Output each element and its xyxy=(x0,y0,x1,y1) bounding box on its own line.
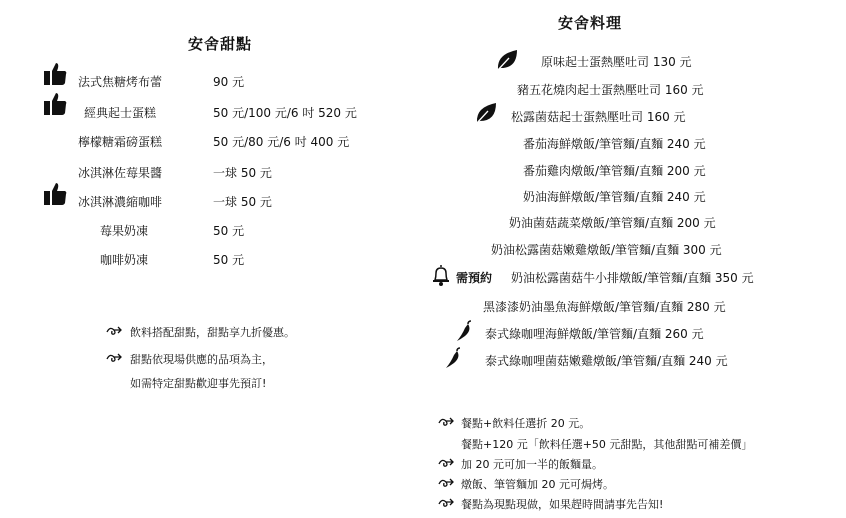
dessert-item-name: 法式焦糖烤布蕾 xyxy=(78,75,163,89)
cuisine-item: 原味起士蛋熱壓吐司 130 元 xyxy=(541,55,692,69)
cuisine-item: 豬五花燒肉起士蛋熱壓吐司 160 元 xyxy=(517,83,704,97)
dessert-item-name: 冰淇淋濃縮咖啡 xyxy=(78,195,163,209)
swirl-bullet-icon xyxy=(438,478,454,488)
cuisine-title: 安舍料理 xyxy=(558,14,623,32)
dessert-note: 飲料搭配甜點，甜點享九折優惠。 xyxy=(130,326,295,339)
dessert-item-name: 經典起士蛋糕 xyxy=(84,106,157,120)
dessert-item-name: 莓果奶凍 xyxy=(100,224,149,238)
cuisine-note: 加 20 元可加一半的飯麵量。 xyxy=(461,458,603,471)
swirl-bullet-icon xyxy=(106,353,122,363)
cuisine-item: 松露菌菇起士蛋熱壓吐司 160 元 xyxy=(511,110,686,124)
dessert-item-price: 50 元 xyxy=(213,253,245,267)
thumbs-up-icon xyxy=(43,92,67,116)
thumbs-up-icon xyxy=(43,62,67,86)
cuisine-item: 奶油松露菌菇嫩雞燉飯/筆管麵/直麵 300 元 xyxy=(491,243,722,257)
dessert-note: 如需特定甜點歡迎事先預訂! xyxy=(130,377,267,390)
dessert-item-price: 一球 50 元 xyxy=(213,195,272,209)
cuisine-item: 奶油松露菌菇牛小排燉飯/筆管麵/直麵 350 元 xyxy=(511,271,754,285)
swirl-bullet-icon xyxy=(438,417,454,427)
chili-pepper-icon xyxy=(456,320,474,342)
dessert-note: 甜點依現場供應的品項為主， xyxy=(130,353,273,366)
cuisine-note: 餐點+120 元「飲料任選+50 元甜點，其他甜點可補差價」 xyxy=(461,438,753,451)
leaf-icon xyxy=(474,101,498,125)
dessert-item-price: 50 元 xyxy=(213,224,245,238)
bell-icon xyxy=(431,264,451,286)
dessert-item-price: 50 元/100 元/6 吋 520 元 xyxy=(213,106,357,120)
cuisine-item: 番茄海鮮燉飯/筆管麵/直麵 240 元 xyxy=(523,137,706,151)
cuisine-item: 奶油菌菇蔬菜燉飯/筆管麵/直麵 200 元 xyxy=(509,216,716,230)
dessert-item-price: 90 元 xyxy=(213,75,245,89)
leaf-icon xyxy=(495,48,519,72)
cuisine-note: 餐點為現點現做，如果趕時間請事先告知! xyxy=(461,498,664,511)
dessert-item-name: 冰淇淋佐莓果醬 xyxy=(78,166,163,180)
reservation-tag: 需預約 xyxy=(456,271,493,285)
cuisine-item: 番茄雞肉燉飯/筆管麵/直麵 200 元 xyxy=(523,164,706,178)
cuisine-item: 泰式綠咖哩海鮮燉飯/筆管麵/直麵 260 元 xyxy=(485,327,704,341)
swirl-bullet-icon xyxy=(438,498,454,508)
chili-pepper-icon xyxy=(445,347,463,369)
dessert-item-price: 50 元/80 元/6 吋 400 元 xyxy=(213,135,350,149)
dessert-item-name: 檸檬糖霜磅蛋糕 xyxy=(78,135,163,149)
swirl-bullet-icon xyxy=(106,326,122,336)
dessert-item-name: 咖啡奶凍 xyxy=(100,253,149,267)
thumbs-up-icon xyxy=(43,182,67,206)
cuisine-note: 燉飯、筆管麵加 20 元可焗烤。 xyxy=(461,478,614,491)
cuisine-item: 黑漆漆奶油墨魚海鮮燉飯/筆管麵/直麵 280 元 xyxy=(483,300,726,314)
swirl-bullet-icon xyxy=(438,458,454,468)
cuisine-item: 奶油海鮮燉飯/筆管麵/直麵 240 元 xyxy=(523,190,706,204)
cuisine-item: 泰式綠咖哩菌菇嫩雞燉飯/筆管麵/直麵 240 元 xyxy=(485,354,728,368)
cuisine-note: 餐點+飲料任選折 20 元。 xyxy=(461,417,591,430)
dessert-title: 安舍甜點 xyxy=(188,35,253,53)
dessert-item-price: 一球 50 元 xyxy=(213,166,272,180)
